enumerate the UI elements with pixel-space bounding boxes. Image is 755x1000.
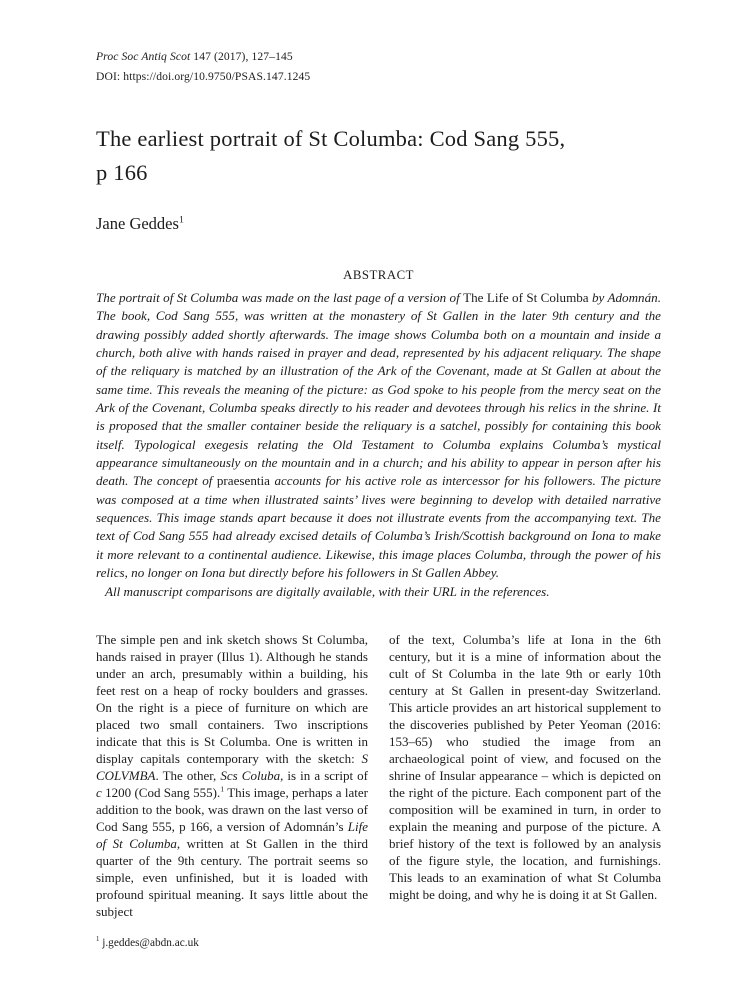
body-column-right: of the text, Columba’s life at Iona in the 6th century, but it is a mine of information about the cult of St Columba in the late 9th or early 10th century at St Gallen in present-day Switzerland. This article provides an art historical supplement to the discoveries published by Peter Yeoman (2016: 153–65) who studied the image from an archaeological point of view, and focused on the shrine of Insular appearance – which is depicted on the right of the picture. Each component part of the composition will be examined in turn, in order to explain the meaning and purpose of the picture. A brief history of the text is followed by an analysis of the figure style, the location, and furnishings. This leads to an examination of what St Columba might be doing, and why he is doing it at St Gallen.	[389, 631, 661, 902]
abstract-segment: by Adomnán. The book, Cod Sang 555, was written at the monastery of St Gallen in the later 9th century and the drawing possibly added shortly afterwards. The image shows Columba both on a mountain and inside a church, both alive with hands raised in prayer and dead, represented by his adjacent reliquary. The shape of the reliquary is matched by an illustration of the Ark of the Covenant, made at St Gallen at about the same time. This reveals the meaning of the picture: as God spoke to his people from the mercy seat on the Ark of the Covenant, Columba speaks directly to his reader and devotees through his relics in the shrine. It is proposed that the smaller container beside the reliquary is a satchel, possibly for containing this book itself. Typological exegesis relating the Old Testament to Columba explains Columba’s mystical appearance simultaneously on the mountain and in a church; and his ability to appear in person after his death. The concept of	[96, 290, 661, 489]
author-byline	[96, 214, 661, 234]
body-columns	[96, 631, 661, 920]
journal-issue-pages: 147 (2017), 127–145	[190, 50, 293, 63]
footnote-reference-marker: 1	[220, 784, 225, 794]
page-title	[96, 122, 661, 190]
title-line-2: p 166	[96, 160, 148, 185]
author-footnote-marker: 1	[178, 214, 184, 226]
abstract-segment-book-title: The Life of St Columba	[463, 290, 589, 305]
body-segment: This image, perhaps a later addition to the book, was drawn on the last verso of Cod Sang 555, p 166, a version of Adomnán’s	[96, 784, 368, 834]
footnote-marker: 1	[96, 936, 100, 944]
body-segment: The simple pen and ink sketch shows St Columba, hands raised in prayer (Illus 1). Although he stands under an arch, presumably within a building, his feet rest on a heap of rocky boulders and grasses. On the right is a piece of furniture on which are placed two small containers. Two inscriptions indicate that this is St Columba. One is written in display capitals contemporary with the sketch:	[96, 631, 368, 766]
abstract-segment: accounts for his active role as intercessor for his followers. The picture was composed at a time when illustrated saints’ lives were beginning to develop with detailed narrative sequences. This image stands apart because it does not illustrate events from the accompanying text. The text of Cod Sang 555 had already excised details of Columba’s Irish/Scottish background on Iona to make it more relevant to a continental audience. Likewise, this image places Columba, through the power of his relics, no longer on Iona but directly before his followers in St Gallen Abbey.	[96, 473, 661, 581]
body-column-left	[96, 631, 368, 920]
inscription-script: Scs Coluba	[220, 767, 281, 783]
abstract-segment-term: praesentia	[216, 473, 270, 489]
body-segment: . The other,	[155, 767, 221, 783]
author-name: Jane Geddes	[96, 214, 179, 233]
footnote-email: j.geddes@abdn.ac.uk	[99, 937, 199, 949]
abstract-availability-note: All manuscript comparisons are digitally available, with their URL in the references.	[105, 583, 550, 599]
journal-title: Proc Soc Antiq Scot	[96, 50, 191, 63]
body-segment: 1200 (Cod Sang 555).	[101, 784, 221, 800]
circa-abbreviation: c	[96, 784, 102, 800]
journal-reference	[96, 47, 661, 67]
book-title: Life of St Columba	[96, 818, 368, 851]
title-line-1: The earliest portrait of St Columba: Cod Sang 555,	[96, 126, 566, 151]
abstract-heading: ABSTRACT	[343, 268, 414, 282]
inscription-display-capitals: S COLVMBA	[96, 750, 368, 783]
body-segment: , is in a script of	[280, 767, 368, 783]
abstract-text	[96, 289, 661, 583]
body-segment: , written at St Gallen in the third quarter of the 9th century. The portrait seems so simple, even unfinished, but it is loaded with profound spiritual meaning. It says little about the subject	[96, 835, 368, 919]
abstract-segment: The portrait of St Columba was made on the last page of a version of	[96, 290, 464, 305]
doi-line: DOI: https://doi.org/10.9750/PSAS.147.1245	[96, 70, 311, 83]
author-footnote	[96, 936, 199, 950]
